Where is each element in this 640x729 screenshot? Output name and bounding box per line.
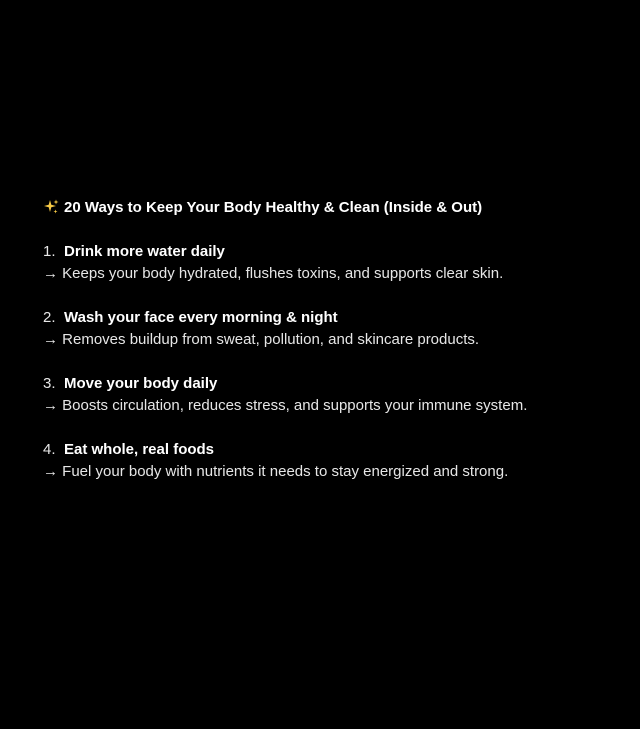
item-number: 4. [43, 440, 56, 458]
list-item [43, 239, 623, 285]
note-title-row [43, 195, 623, 219]
item-description: → Keeps your body hydrated, flushes toxins, and supports clear skin. [43, 265, 504, 282]
sparkles-icon [43, 199, 59, 215]
note-content [43, 195, 623, 483]
note-title: 20 Ways to Keep Your Body Healthy & Clean (Inside & Out) [64, 198, 483, 216]
list-item [43, 371, 623, 417]
list-item [43, 437, 623, 483]
list-item [43, 305, 623, 351]
item-title: Move your body daily [64, 374, 218, 392]
item-title: Eat whole, real foods [64, 440, 215, 458]
item-description: → Removes buildup from sweat, pollution, and skincare products. [43, 331, 480, 348]
item-description: → Fuel your body with nutrients it needs to stay energized and strong. [43, 463, 509, 480]
item-number: 1. [43, 242, 56, 260]
item-description: → Boosts circulation, reduces stress, and supports your immune system. [43, 397, 528, 414]
item-number: 2. [43, 308, 56, 326]
item-title: Drink more water daily [64, 242, 225, 260]
item-number: 3. [43, 374, 56, 392]
item-title: Wash your face every morning & night [64, 308, 338, 326]
